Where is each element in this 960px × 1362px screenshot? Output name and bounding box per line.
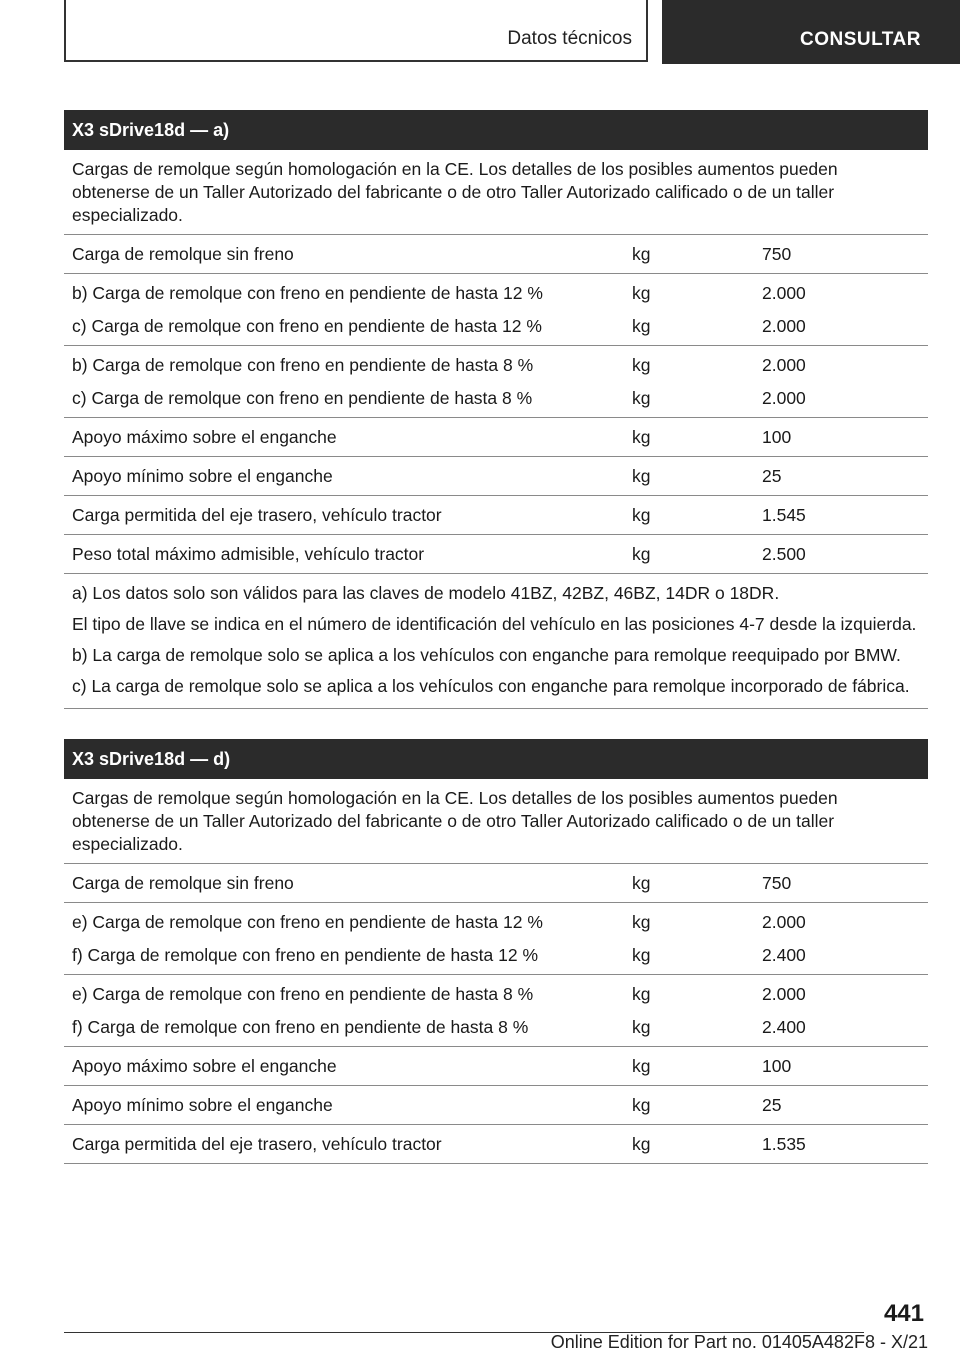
spec-section bbox=[64, 110, 928, 709]
row-value: 750 bbox=[762, 873, 792, 893]
row-unit-cell bbox=[632, 541, 762, 567]
table-row bbox=[64, 346, 928, 418]
row-label: c) Carga de remolque con freno en pendiente de hasta 8 % bbox=[72, 388, 533, 408]
row-label: Carga de remolque sin freno bbox=[72, 244, 294, 264]
header-frame bbox=[64, 0, 648, 62]
row-unit: kg bbox=[632, 388, 651, 408]
row-value-cell bbox=[762, 1092, 928, 1118]
row-value: 2.500 bbox=[762, 544, 806, 564]
row-label: e) Carga de remolque con freno en pendiente de hasta 12 % bbox=[72, 912, 543, 932]
footnote: a) Los datos solo son válidos para las claves de modelo 41BZ, 42BZ, 46BZ, 14DR o 18DR. bbox=[72, 583, 780, 603]
row-unit: kg bbox=[632, 1095, 651, 1115]
row-unit: kg bbox=[632, 505, 651, 525]
header-tab-consultar[interactable]: CONSULTAR bbox=[662, 0, 960, 64]
row-label: Peso total máximo admisible, vehículo tractor bbox=[72, 544, 425, 564]
row-unit: kg bbox=[632, 283, 651, 303]
table-row bbox=[64, 864, 928, 903]
section-notes bbox=[64, 574, 928, 709]
footer-edition: Online Edition for Part no. 01405A482F8 - X/21 bbox=[550, 1332, 928, 1352]
row-unit-cell bbox=[632, 463, 762, 489]
row-label-cell bbox=[64, 541, 632, 567]
row-value: 750 bbox=[762, 244, 792, 264]
row-value-cell bbox=[762, 541, 928, 567]
row-unit-cell bbox=[632, 424, 762, 450]
header-section-title: Datos técnicos bbox=[507, 28, 632, 49]
table-row bbox=[64, 418, 928, 457]
row-unit-cell bbox=[632, 870, 762, 896]
row-value: 2.000 bbox=[762, 283, 806, 303]
row-unit: kg bbox=[632, 873, 651, 893]
row-value: 25 bbox=[762, 466, 782, 486]
row-value-cell bbox=[762, 1053, 928, 1079]
row-unit: kg bbox=[632, 945, 651, 965]
row-label-cell bbox=[64, 463, 632, 489]
section-title: X3 sDrive18d — a) bbox=[64, 110, 928, 150]
row-label: Carga permitida del eje trasero, vehículo tractor bbox=[72, 1134, 442, 1154]
row-value-cell bbox=[762, 502, 928, 528]
row-label-cell bbox=[64, 280, 632, 339]
row-value: 2.000 bbox=[762, 912, 806, 932]
row-unit-cell bbox=[632, 241, 762, 267]
footnote: El tipo de llave se indica en el número de identificación del vehículo en las posiciones 4-7 desde la izquierda. bbox=[72, 614, 917, 634]
row-label: c) Carga de remolque con freno en pendiente de hasta 12 % bbox=[72, 316, 542, 336]
row-label-cell bbox=[64, 424, 632, 450]
section-intro: Cargas de remolque según homologación en la CE. Los detalles de los posibles aumentos pueden obtenerse de un Taller Autorizado del fabricante o de otro Taller Autorizado calificado o de un taller especializado. bbox=[64, 150, 928, 235]
table-row bbox=[64, 496, 928, 535]
table-row bbox=[64, 975, 928, 1047]
row-unit: kg bbox=[632, 244, 651, 264]
row-value: 25 bbox=[762, 1095, 782, 1115]
row-unit: kg bbox=[632, 984, 651, 1004]
row-label-cell bbox=[64, 981, 632, 1040]
table-row bbox=[64, 1125, 928, 1164]
row-value-cell bbox=[762, 352, 928, 411]
row-value: 1.535 bbox=[762, 1134, 806, 1154]
row-label: Apoyo máximo sobre el enganche bbox=[72, 1056, 337, 1076]
row-value-cell bbox=[762, 280, 928, 339]
row-label-cell bbox=[64, 241, 632, 267]
row-unit-cell bbox=[632, 909, 762, 968]
row-label: Apoyo mínimo sobre el enganche bbox=[72, 466, 333, 486]
row-label-cell bbox=[64, 909, 632, 968]
spec-section bbox=[64, 739, 928, 1164]
row-label-cell bbox=[64, 1092, 632, 1118]
row-value-cell bbox=[762, 909, 928, 968]
table-row bbox=[64, 274, 928, 346]
row-unit: kg bbox=[632, 1017, 651, 1037]
row-label: Carga de remolque sin freno bbox=[72, 873, 294, 893]
table-row bbox=[64, 1086, 928, 1125]
row-label: e) Carga de remolque con freno en pendiente de hasta 8 % bbox=[72, 984, 534, 1004]
table-row bbox=[64, 903, 928, 975]
row-value-cell bbox=[762, 463, 928, 489]
row-unit-cell bbox=[632, 280, 762, 339]
footnote: b) La carga de remolque solo se aplica a los vehículos con enganche para remolque reequipado por BMW. bbox=[72, 645, 901, 665]
row-label: Apoyo mínimo sobre el enganche bbox=[72, 1095, 333, 1115]
row-value: 2.000 bbox=[762, 388, 806, 408]
row-label-cell bbox=[64, 352, 632, 411]
row-value-cell bbox=[762, 981, 928, 1040]
row-label: f) Carga de remolque con freno en pendiente de hasta 8 % bbox=[72, 1017, 529, 1037]
row-unit-cell bbox=[632, 981, 762, 1040]
row-label: Carga permitida del eje trasero, vehículo tractor bbox=[72, 505, 442, 525]
row-unit: kg bbox=[632, 316, 651, 336]
row-label-cell bbox=[64, 870, 632, 896]
row-value: 2.400 bbox=[762, 1017, 806, 1037]
row-label-cell bbox=[64, 1053, 632, 1079]
row-value: 2.000 bbox=[762, 355, 806, 375]
row-value: 2.000 bbox=[762, 984, 806, 1004]
row-unit-cell bbox=[632, 1053, 762, 1079]
row-value: 100 bbox=[762, 427, 792, 447]
row-value-cell bbox=[762, 870, 928, 896]
row-unit: kg bbox=[632, 1134, 651, 1154]
row-unit: kg bbox=[632, 355, 651, 375]
page-content bbox=[64, 110, 928, 1194]
row-label: b) Carga de remolque con freno en pendiente de hasta 12 % bbox=[72, 283, 543, 303]
row-label-cell bbox=[64, 502, 632, 528]
row-unit-cell bbox=[632, 502, 762, 528]
row-value: 1.545 bbox=[762, 505, 806, 525]
table-row bbox=[64, 235, 928, 274]
table-row bbox=[64, 457, 928, 496]
row-unit: kg bbox=[632, 1056, 651, 1076]
footnote: c) La carga de remolque solo se aplica a los vehículos con enganche para remolque incorporado de fábrica. bbox=[72, 676, 910, 696]
row-unit: kg bbox=[632, 544, 651, 564]
row-unit-cell bbox=[632, 352, 762, 411]
page-number: 441 bbox=[883, 1300, 924, 1327]
row-label: b) Carga de remolque con freno en pendiente de hasta 8 % bbox=[72, 355, 534, 375]
table-row bbox=[64, 1047, 928, 1086]
row-value: 2.000 bbox=[762, 316, 806, 336]
row-value-cell bbox=[762, 1131, 928, 1157]
row-value-cell bbox=[762, 424, 928, 450]
row-label: Apoyo máximo sobre el enganche bbox=[72, 427, 337, 447]
row-label-cell bbox=[64, 1131, 632, 1157]
section-intro: Cargas de remolque según homologación en la CE. Los detalles de los posibles aumentos pueden obtenerse de un Taller Autorizado del fabricante o de otro Taller Autorizado calificado o de un taller especializado. bbox=[64, 779, 928, 864]
row-value-cell bbox=[762, 241, 928, 267]
page-header bbox=[0, 0, 960, 66]
row-unit-cell bbox=[632, 1131, 762, 1157]
row-label: f) Carga de remolque con freno en pendiente de hasta 12 % bbox=[72, 945, 539, 965]
table-row bbox=[64, 535, 928, 574]
row-unit: kg bbox=[632, 427, 651, 447]
row-value: 2.400 bbox=[762, 945, 806, 965]
row-unit: kg bbox=[632, 912, 651, 932]
row-unit-cell bbox=[632, 1092, 762, 1118]
row-value: 100 bbox=[762, 1056, 792, 1076]
row-unit: kg bbox=[632, 466, 651, 486]
section-title: X3 sDrive18d — d) bbox=[64, 739, 928, 779]
